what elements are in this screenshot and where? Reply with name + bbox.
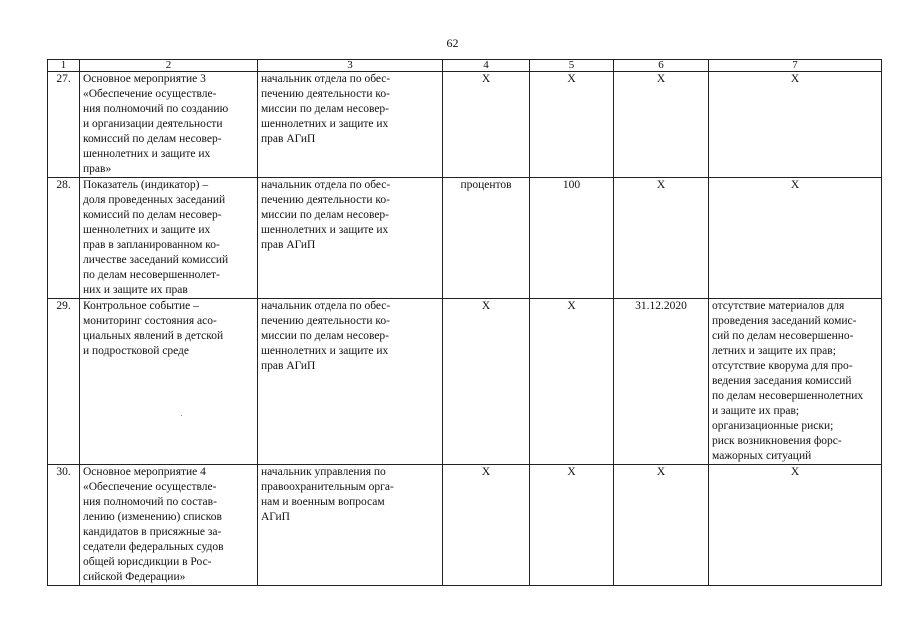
responsible-cell <box>258 72 443 178</box>
column-header: 5 <box>530 60 614 72</box>
cell-text-line: АГиП <box>261 511 290 523</box>
cell-text-line: начальник отдела по обес- <box>261 300 391 312</box>
unit-cell: процентов <box>443 178 530 299</box>
cell-text-line: отсутствие кворума для про- <box>712 360 853 372</box>
cell-text-line: Основное мероприятие 3 <box>83 73 206 85</box>
cell-text-line: ния полномочий по созданию <box>83 103 229 115</box>
header-row <box>48 60 882 72</box>
cell-text-line: шеннолетних и защите их <box>261 224 389 236</box>
cell-text-line: печению деятельности ко- <box>261 194 390 206</box>
measure-name-cell <box>80 178 258 299</box>
table-row <box>48 299 882 465</box>
cell-text-line: риск возникновения форс- <box>712 435 842 447</box>
risks-cell <box>709 465 882 586</box>
cell-text-line: правоохранительным орга- <box>261 481 394 493</box>
cell-text-line: сий по делам несовершенно- <box>712 330 854 342</box>
responsible-cell <box>258 465 443 586</box>
cell-text-line: них и защите их прав <box>83 284 188 296</box>
risks-cell <box>709 178 882 299</box>
measures-table <box>47 59 882 586</box>
cell-text-line: нам и военным вопросам <box>261 496 385 508</box>
column-header: 6 <box>614 60 709 72</box>
cell-text-line: прав АГиП <box>261 133 316 145</box>
cell-text-line: комиссий по делам несовер- <box>83 209 222 221</box>
cell-text-line: прав АГиП <box>261 239 316 251</box>
deadline-cell: Х <box>614 178 709 299</box>
cell-text-line: мажорных ситуаций <box>712 450 812 462</box>
cell-text-line: и организации деятельности <box>83 118 223 130</box>
cell-text-line: начальник отдела по обес- <box>261 179 391 191</box>
column-header: 7 <box>709 60 882 72</box>
target-value-cell: Х <box>530 72 614 178</box>
target-value-cell: Х <box>530 299 614 465</box>
cell-text-line: сийской Федерации» <box>83 571 186 583</box>
cell-text-line: доля проведенных заседаний <box>83 194 226 206</box>
cell-text-line: Х <box>790 179 800 191</box>
cell-text-line: общей юрисдикции в Рос- <box>83 556 212 568</box>
measure-name-cell <box>80 299 258 465</box>
cell-text-line: шеннолетних и защите их <box>261 118 389 130</box>
cell-text-line: печению деятельности ко- <box>261 315 390 327</box>
cell-text-line: Х <box>790 73 800 85</box>
unit-cell: Х <box>443 299 530 465</box>
cell-text-line: мониторинг состояния асо- <box>83 315 217 327</box>
risks-cell <box>709 299 882 465</box>
cell-text-line: по делам несовершеннолет- <box>83 269 220 281</box>
cell-text-line: ведения заседания комиссий <box>712 375 852 387</box>
cell-text-line: прав» <box>83 163 112 175</box>
cell-text-line: шеннолетних и защите их <box>83 148 211 160</box>
cell-text-line: и защите их прав; <box>712 405 800 417</box>
cell-text-line: миссии по делам несовер- <box>261 209 389 221</box>
deadline-cell: 31.12.2020 <box>614 299 709 465</box>
deadline-cell: Х <box>614 72 709 178</box>
column-header: 2 <box>80 60 258 72</box>
cell-text-line: миссии по делам несовер- <box>261 330 389 342</box>
unit-cell: Х <box>443 465 530 586</box>
cell-text-line: комиссий по делам несовер- <box>83 133 222 145</box>
cell-text-line: шеннолетних и защите их <box>261 345 389 357</box>
column-header: 1 <box>48 60 80 72</box>
cell-text-line: начальник управления по <box>261 466 386 478</box>
scan-speck <box>181 415 182 416</box>
row-number: 27. <box>48 72 80 178</box>
cell-text-line: отсутствие материалов для <box>712 300 845 312</box>
row-number: 30. <box>48 465 80 586</box>
table-row <box>48 178 882 299</box>
cell-text-line: Контрольное событие – <box>83 300 199 312</box>
target-value-cell: Х <box>530 465 614 586</box>
cell-text-line: Х <box>790 466 800 478</box>
cell-text-line: личестве заседаний комиссий <box>83 254 229 266</box>
cell-text-line: кандидатов в присяжные за- <box>83 526 222 538</box>
cell-text-line: по делам несовершеннолетних <box>712 390 864 402</box>
cell-text-line: и подростковой среде <box>83 345 190 357</box>
cell-text-line: ния полномочий по состав- <box>83 496 217 508</box>
table-row <box>48 72 882 178</box>
deadline-cell: Х <box>614 465 709 586</box>
table-row <box>48 465 882 586</box>
measure-name-cell <box>80 465 258 586</box>
cell-text-line: миссии по делам несовер- <box>261 103 389 115</box>
cell-text-line: шеннолетних и защите их <box>83 224 211 236</box>
cell-text-line: циальных явлений в детской <box>83 330 224 342</box>
risks-cell <box>709 72 882 178</box>
responsible-cell <box>258 178 443 299</box>
responsible-cell <box>258 299 443 465</box>
cell-text-line: печению деятельности ко- <box>261 88 390 100</box>
row-number: 29. <box>48 299 80 465</box>
cell-text-line: начальник отдела по обес- <box>261 73 391 85</box>
cell-text-line: лению (изменению) списков <box>83 511 222 523</box>
cell-text-line: прав в запланированном ко- <box>83 239 220 251</box>
cell-text-line: Основное мероприятие 4 <box>83 466 206 478</box>
cell-text-line: Показатель (индикатор) – <box>83 179 209 191</box>
unit-cell: Х <box>443 72 530 178</box>
cell-text-line: седатели федеральных судов <box>83 541 224 553</box>
column-header: 3 <box>258 60 443 72</box>
cell-text-line: летних и защите их прав; <box>712 345 836 357</box>
measure-name-cell <box>80 72 258 178</box>
cell-text-line: прав АГиП <box>261 360 316 372</box>
cell-text-line: проведения заседаний комис- <box>712 315 857 327</box>
cell-text-line: «Обеспечение осуществле- <box>83 481 217 493</box>
cell-text-line: организационные риски; <box>712 420 834 432</box>
column-header: 4 <box>443 60 530 72</box>
row-number: 28. <box>48 178 80 299</box>
target-value-cell: 100 <box>530 178 614 299</box>
page-number: 62 <box>446 36 459 50</box>
cell-text-line: «Обеспечение осуществле- <box>83 88 217 100</box>
